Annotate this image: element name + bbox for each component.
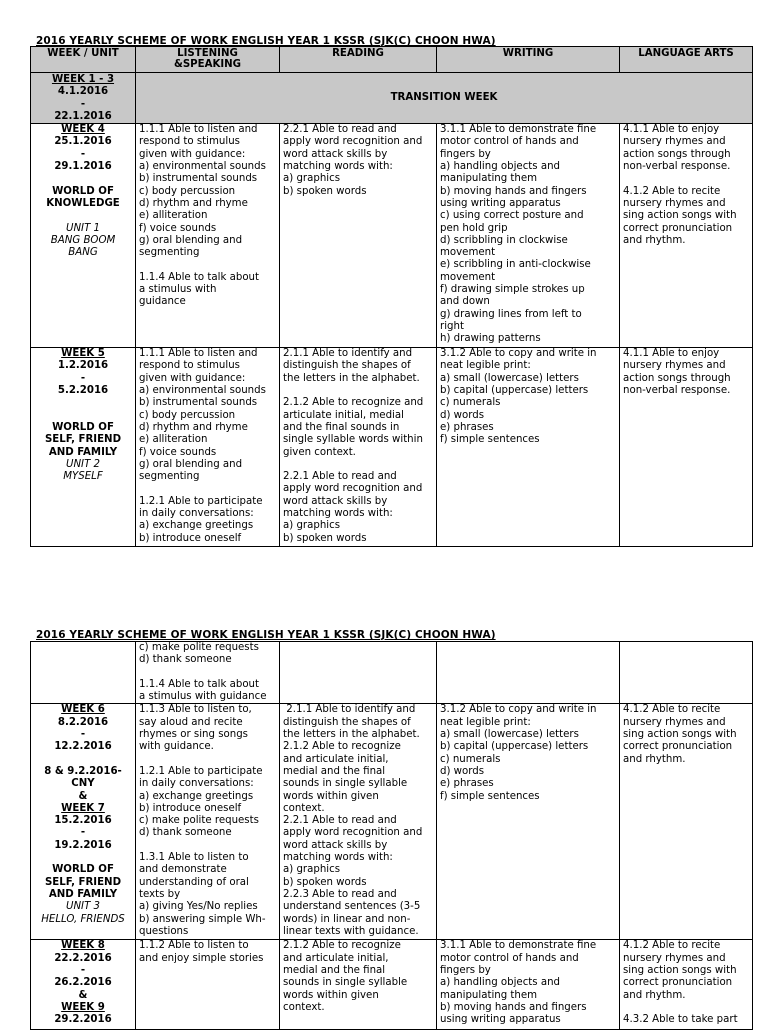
cell-line: 4.1.1 Able to enjoy	[623, 348, 720, 360]
cell-line: b) instrumental sounds	[139, 397, 258, 409]
cell-line: c) make polite requests	[139, 815, 259, 827]
cell-line: using writing apparatus	[440, 1014, 561, 1026]
cell-line	[34, 397, 132, 409]
cell-line: c) body percussion	[139, 185, 236, 197]
week5-listening-cell	[136, 348, 280, 547]
cell-line: 2.2.1 Able to read and	[283, 815, 397, 827]
cell-line	[623, 173, 749, 185]
week8-language-arts-cell	[620, 940, 753, 1030]
cell-line: 26.2.2016	[54, 977, 112, 989]
cell-line	[34, 410, 132, 422]
cell-line: -	[80, 372, 86, 384]
cell-line: 1.1.4 Able to talk about	[139, 678, 259, 690]
cell-line: 12.2.2016	[54, 741, 112, 753]
cell-line: a) small (lowercase) letters	[440, 372, 579, 384]
cell-line: g) drawing lines from left to	[440, 308, 582, 320]
cell-line: 3.1.2 Able to copy and write in	[440, 348, 597, 360]
week8-row	[31, 940, 753, 1030]
scheme-table-2	[30, 641, 753, 1030]
cell-line: texts by	[139, 888, 181, 900]
cell-line: CNY	[71, 778, 95, 790]
cell-line	[139, 840, 276, 852]
cell-line	[34, 173, 132, 185]
header-week-unit: WEEK / UNIT	[31, 47, 136, 73]
transition-week-start: 4.1.2016	[57, 86, 109, 98]
cell-line: movement	[440, 271, 496, 283]
cell-line: and demonstrate	[139, 864, 227, 876]
cell-line: nursery rhymes and	[623, 360, 726, 372]
cell-line: 8.2.2016	[57, 716, 109, 728]
cell-line: rhymes or sing songs	[139, 729, 248, 741]
cell-line: nursery rhymes and	[623, 716, 726, 728]
cell-line: c) numerals	[440, 753, 501, 765]
cell-line: -	[80, 148, 86, 160]
week6-week-cell	[31, 704, 136, 940]
cell-line: matching words with:	[283, 161, 393, 173]
cell-line: given with guidance:	[139, 148, 246, 160]
cell-line: c) using correct posture and	[440, 210, 584, 222]
cell-line: f) voice sounds	[139, 446, 217, 458]
cell-line: and the final sounds in	[283, 421, 400, 433]
cell-line: 1.1.1 Able to listen and	[139, 124, 258, 136]
cell-line: 25.1.2016	[54, 136, 112, 148]
cell-line: sounds in single syllable	[283, 778, 408, 790]
week6-writing-cell	[437, 704, 620, 940]
transition-row	[31, 73, 753, 124]
cell-line: a) giving Yes/No replies	[139, 901, 258, 913]
scheme-table-1	[30, 46, 753, 547]
cell-line: a) handling objects and	[440, 161, 561, 173]
cell-line: non-verbal response.	[623, 385, 731, 397]
cell-line: 2.1.2 Able to recognize	[283, 940, 401, 952]
cell-line: f) simple sentences	[440, 790, 540, 802]
cell-line: e) phrases	[440, 778, 494, 790]
cell-line: matching words with:	[283, 852, 393, 864]
cell-line: 19.2.2016	[54, 839, 112, 851]
cell-line: 4.1.2 Able to recite	[623, 704, 721, 716]
header-listening-speaking: LISTENING &SPEAKING	[136, 47, 280, 73]
cell-line: a) exchange greetings	[139, 790, 254, 802]
cell-line: word attack skills by	[283, 495, 388, 507]
cell-line: 1.1.4 Able to talk about	[139, 271, 259, 283]
cell-line: movement	[440, 247, 496, 259]
cell-line: 2.2.1 Able to read and	[283, 124, 397, 136]
week4-week-cell	[31, 124, 136, 348]
cell-line: using writing apparatus	[440, 197, 561, 209]
cell-line: 1.1.3 Able to listen to,	[139, 704, 252, 716]
continuation-week-cell	[31, 642, 136, 704]
cell-line: 5.2.2016	[57, 385, 109, 397]
week6-row	[31, 704, 753, 940]
cell-line: 1.2.1 Able to participate	[139, 765, 263, 777]
week8-reading-cell	[280, 940, 437, 1030]
week5-writing-cell	[437, 348, 620, 547]
week4-reading-cell	[280, 124, 437, 348]
cell-line: distinguish the shapes of	[283, 360, 411, 372]
cell-line: WEEK 9	[61, 1001, 105, 1013]
cell-line: words within given	[283, 989, 379, 1001]
cell-line: nursery rhymes and	[623, 197, 726, 209]
week5-row	[31, 348, 753, 547]
cell-line: 2.1.1 Able to identify and	[283, 348, 413, 360]
cell-line: d) scribbling in clockwise	[440, 234, 568, 246]
week8-week-cell	[31, 940, 136, 1030]
cell-line: apply word recognition and	[283, 136, 423, 148]
transition-week-label: WEEK 1 - 3	[51, 74, 115, 85]
cell-line: f) drawing simple strokes up	[440, 284, 585, 296]
cell-line: segmenting	[139, 247, 200, 259]
cell-line: WEEK 4	[61, 124, 105, 136]
week8-writing-cell	[437, 940, 620, 1030]
transition-week-banner: TRANSITION WEEK	[136, 73, 753, 124]
header-language-arts: LANGUAGE ARTS	[620, 47, 753, 73]
cell-line: a stimulus with	[139, 284, 217, 296]
cell-line: questions	[139, 925, 189, 937]
cell-line: SELF, FRIEND	[44, 876, 122, 888]
week8-listening-cell	[136, 940, 280, 1030]
cell-line: g) oral blending and	[139, 458, 243, 470]
cell-line: fingers by	[440, 965, 491, 977]
cell-line: action songs through	[623, 372, 731, 384]
cell-line: a) environmental sounds	[139, 385, 266, 397]
cell-line: 4.3.2 Able to take part	[623, 1014, 738, 1026]
cell-line: c) make polite requests	[139, 642, 259, 653]
cell-line: b) spoken words	[283, 185, 367, 197]
cell-line: 15.2.2016	[54, 815, 112, 827]
cell-line: 22.2.2016	[54, 952, 112, 964]
cell-line: sounds in single syllable	[283, 977, 408, 989]
cell-line	[283, 459, 433, 471]
cell-line: 3.1.1 Able to demonstrate fine	[440, 124, 597, 136]
transition-week-dash: -	[80, 98, 86, 110]
cell-line: neat legible print:	[440, 360, 531, 372]
cell-line: a) graphics	[283, 864, 341, 876]
cell-line: the letters in the alphabet.	[283, 372, 420, 384]
cell-line: g) oral blending and	[139, 234, 243, 246]
cell-line: 1.1.1 Able to listen and	[139, 348, 258, 360]
cell-line: single syllable words within	[283, 434, 423, 446]
cell-line: &	[78, 989, 88, 1001]
cell-line: 1.2.2016	[57, 360, 109, 372]
cell-line: given context.	[283, 446, 356, 458]
cell-line: non-verbal response.	[623, 161, 731, 173]
cell-line: a) environmental sounds	[139, 161, 266, 173]
cell-line: a stimulus with guidance	[139, 691, 267, 703]
cell-line: d) thank someone	[139, 827, 232, 839]
cell-line: say aloud and recite	[139, 716, 243, 728]
cell-line: and rhythm.	[623, 989, 686, 1001]
cell-line: 2.1.2 Able to recognize	[283, 741, 401, 753]
cell-line: pen hold grip	[440, 222, 508, 234]
cell-line: and enjoy simple stories	[139, 952, 264, 964]
transition-week-cell	[31, 73, 136, 124]
cell-line: c) numerals	[440, 397, 501, 409]
cell-line: f) simple sentences	[440, 434, 540, 446]
cell-line: WORLD OF	[52, 421, 114, 433]
cell-line: word attack skills by	[283, 839, 388, 851]
cell-line: BANG	[68, 247, 98, 259]
cell-line: UNIT 2	[65, 458, 101, 470]
cell-line	[139, 754, 276, 766]
continuation-writing-cell	[437, 642, 620, 704]
week4-listening-cell	[136, 124, 280, 348]
cell-line: BANG BOOM	[50, 234, 116, 246]
cell-line: b) spoken words	[283, 532, 367, 544]
week4-row	[31, 124, 753, 348]
cell-line: motor control of hands and	[440, 952, 579, 964]
cell-line	[34, 754, 132, 766]
header-row	[31, 47, 753, 73]
cell-line: 2.1.1 Able to identify and	[283, 704, 416, 716]
week5-week-cell	[31, 348, 136, 547]
cell-line: WEEK 7	[61, 802, 105, 814]
cell-line: HELLO, FRIENDS	[41, 913, 125, 925]
cell-line: sing action songs with	[623, 210, 737, 222]
cell-line: AND FAMILY	[48, 446, 118, 458]
cell-line: SELF, FRIEND	[44, 434, 122, 446]
cell-line: b) introduce oneself	[139, 802, 242, 814]
cell-line: medial and the final	[283, 765, 386, 777]
continuation-listening-cell	[136, 642, 280, 704]
week6-listening-cell	[136, 704, 280, 940]
week6-language-arts-cell	[620, 704, 753, 940]
cell-line: AND FAMILY	[48, 888, 118, 900]
cell-line: c) body percussion	[139, 409, 236, 421]
cell-line	[139, 667, 276, 679]
cell-line: correct pronunciation	[623, 977, 733, 989]
cell-line: context.	[283, 1001, 325, 1013]
cell-line	[34, 210, 132, 222]
cell-line: b) capital (uppercase) letters	[440, 741, 589, 753]
cell-line: WORLD OF	[52, 185, 114, 197]
document-title: 2016 YEARLY SCHEME OF WORK ENGLISH YEAR 1 KSSR (SJK(C) CHOON HWA)	[36, 35, 496, 47]
cell-line: and rhythm.	[623, 753, 686, 765]
cell-line: a) small (lowercase) letters	[440, 729, 579, 741]
cell-line: 4.1.2 Able to recite	[623, 940, 721, 952]
cell-line: with guidance.	[139, 741, 214, 753]
header-writing: WRITING	[437, 47, 620, 73]
cell-line: a) graphics	[283, 520, 341, 532]
cell-line: KNOWLEDGE	[46, 197, 120, 209]
cell-line: articulate initial, medial	[283, 409, 404, 421]
cell-line: nursery rhymes and	[623, 136, 726, 148]
cell-line: 1.1.2 Able to listen to	[139, 940, 249, 952]
cell-line: b) moving hands and fingers	[440, 1001, 587, 1013]
cell-line: b) answering simple Wh-	[139, 913, 266, 925]
cell-line: correct pronunciation	[623, 741, 733, 753]
cell-line: respond to stimulus	[139, 136, 240, 148]
cell-line: h) drawing patterns	[440, 333, 541, 345]
cell-line: 29.1.2016	[54, 161, 112, 173]
header-reading: READING	[280, 47, 437, 73]
cell-line: a) graphics	[283, 173, 341, 185]
week5-reading-cell	[280, 348, 437, 547]
cell-line: WORLD OF	[52, 864, 114, 876]
cell-line: word attack skills by	[283, 148, 388, 160]
cell-line: motor control of hands and	[440, 136, 579, 148]
cell-line: a) handling objects and	[440, 977, 561, 989]
cell-line: WEEK 6	[61, 704, 105, 716]
cell-line: correct pronunciation	[623, 222, 733, 234]
week4-writing-cell	[437, 124, 620, 348]
cell-line: the letters in the alphabet.	[283, 729, 420, 741]
cell-line: matching words with:	[283, 508, 393, 520]
cell-line: sing action songs with	[623, 965, 737, 977]
transition-week-end: 22.1.2016	[54, 110, 112, 122]
cell-line: a) exchange greetings	[139, 520, 254, 532]
cell-line: d) rhythm and rhyme	[139, 197, 248, 209]
cell-line: b) spoken words	[283, 876, 367, 888]
cell-line	[139, 259, 276, 271]
cell-line: b) capital (uppercase) letters	[440, 385, 589, 397]
cell-line: manipulating them	[440, 173, 538, 185]
cell-line: right	[440, 320, 464, 332]
cell-line: -	[80, 729, 86, 741]
cell-line: words within given	[283, 790, 379, 802]
cell-line: linear texts with guidance.	[283, 925, 419, 937]
cell-line: e) scribbling in anti-clockwise	[440, 259, 591, 271]
cell-line: in daily conversations:	[139, 508, 254, 520]
cell-line: 8 & 9.2.2016-	[44, 765, 122, 777]
continuation-row	[31, 642, 753, 704]
cell-line: apply word recognition and	[283, 827, 423, 839]
cell-line: d) words	[440, 409, 485, 421]
continuation-reading-cell	[280, 642, 437, 704]
cell-line: b) instrumental sounds	[139, 173, 258, 185]
cell-line: &	[78, 790, 88, 802]
cell-line: 3.1.1 Able to demonstrate fine	[440, 940, 597, 952]
cell-line	[139, 483, 276, 495]
cell-line: -	[80, 965, 86, 977]
cell-line: b) moving hands and fingers	[440, 185, 587, 197]
cell-line: sing action songs with	[623, 729, 737, 741]
cell-line: understand sentences (3-5	[283, 901, 421, 913]
cell-line: WEEK 8	[61, 940, 105, 952]
cell-line: respond to stimulus	[139, 360, 240, 372]
cell-line: e) alliteration	[139, 434, 208, 446]
cell-line: d) thank someone	[139, 654, 232, 666]
cell-line: 4.1.1 Able to enjoy	[623, 124, 720, 136]
cell-line: apply word recognition and	[283, 483, 423, 495]
cell-line: in daily conversations:	[139, 778, 254, 790]
cell-line: d) rhythm and rhyme	[139, 421, 248, 433]
cell-line: 2.2.1 Able to read and	[283, 471, 397, 483]
continuation-language-arts-cell	[620, 642, 753, 704]
week4-language-arts-cell	[620, 124, 753, 348]
cell-line: nursery rhymes and	[623, 952, 726, 964]
cell-line: UNIT 3	[65, 901, 101, 913]
cell-line: 2.1.2 Able to recognize and	[283, 397, 424, 409]
week6-reading-cell	[280, 704, 437, 940]
week5-language-arts-cell	[620, 348, 753, 547]
cell-line: given with guidance:	[139, 372, 246, 384]
cell-line: 1.2.1 Able to participate	[139, 495, 263, 507]
cell-line: fingers by	[440, 148, 491, 160]
cell-line	[34, 852, 132, 864]
cell-line: and rhythm.	[623, 234, 686, 246]
cell-line: context.	[283, 802, 325, 814]
cell-line: and articulate initial,	[283, 952, 389, 964]
cell-line: understanding of oral	[139, 876, 249, 888]
cell-line: neat legible print:	[440, 716, 531, 728]
cell-line: manipulating them	[440, 989, 538, 1001]
cell-line: distinguish the shapes of	[283, 716, 411, 728]
cell-line: medial and the final	[283, 965, 386, 977]
cell-line: words) in linear and non-	[283, 913, 411, 925]
cell-line: 3.1.2 Able to copy and write in	[440, 704, 597, 716]
cell-line: segmenting	[139, 471, 200, 483]
cell-line: MYSELF	[63, 471, 103, 483]
document-title-page-2: 2016 YEARLY SCHEME OF WORK ENGLISH YEAR 1 KSSR (SJK(C) CHOON HWA)	[36, 629, 496, 641]
cell-line: b) introduce oneself	[139, 532, 242, 544]
cell-line	[623, 1002, 749, 1014]
cell-line	[283, 385, 433, 397]
cell-line: action songs through	[623, 148, 731, 160]
cell-line: f) voice sounds	[139, 222, 217, 234]
cell-line: e) alliteration	[139, 210, 208, 222]
cell-line: 1.3.1 Able to listen to	[139, 852, 249, 864]
cell-line: -	[80, 827, 86, 839]
cell-line: UNIT 1	[65, 222, 101, 234]
cell-line: d) words	[440, 765, 485, 777]
cell-line: guidance	[139, 296, 186, 308]
cell-line: and articulate initial,	[283, 753, 389, 765]
cell-line: 2.2.3 Able to read and	[283, 888, 397, 900]
cell-line: WEEK 5	[61, 348, 105, 360]
cell-line: e) phrases	[440, 421, 494, 433]
cell-line: 4.1.2 Able to recite	[623, 185, 721, 197]
cell-line: and down	[440, 296, 490, 308]
cell-line: 29.2.2016	[54, 1014, 112, 1026]
